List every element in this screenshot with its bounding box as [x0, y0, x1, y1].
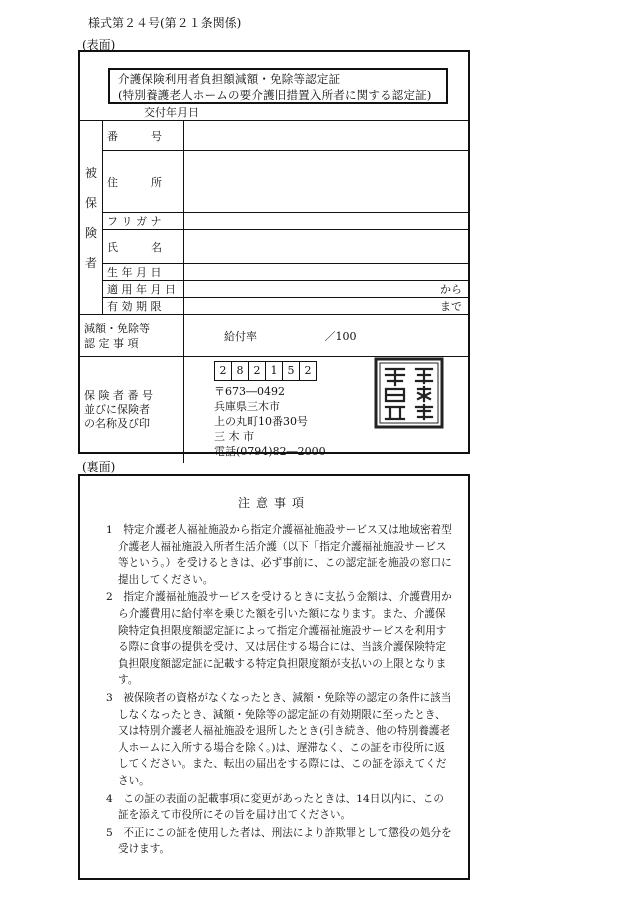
certificate-back — [78, 474, 470, 880]
notes-list — [106, 522, 452, 859]
insured-char-2: 保 — [84, 195, 97, 210]
note-item-1: 1 特定介護老人福祉施設から指定介護福祉施設サービス又は地域密着型介護老人福祉施設入所者生活介護（以下「指定介護福祉施設サービス等という。）を受けるときは、必ず事前に、この認定証を施設の窓口に提出してください。 — [106, 524, 452, 586]
back-side-label: (裏面) — [82, 460, 116, 474]
number-label-cell — [103, 121, 184, 151]
insurer-label-2: 並びに保険者 — [84, 403, 150, 416]
benefit-rate-label: 給付率 — [224, 329, 257, 343]
name-label: 氏 名 — [107, 240, 162, 254]
until-text: まで — [440, 300, 462, 313]
form-number: 様式第２４号(第２１条関係) — [88, 16, 242, 30]
reduction-label-1: 減額・免除等 — [84, 321, 150, 335]
insurer-digit-2: 8 — [231, 361, 249, 381]
benefit-rate-cell — [184, 315, 469, 357]
insurer-postal: 〒673―0492 — [214, 385, 285, 398]
name-value — [184, 230, 469, 264]
furigana-label: フ リ ガ ナ — [107, 215, 162, 228]
name-label-cell — [103, 230, 184, 264]
valid-period-label: 有 効 期 限 — [107, 300, 162, 313]
from-text: から — [440, 283, 462, 296]
valid-period-label-cell — [103, 298, 184, 315]
reduction-label-2: 認 定 事 項 — [84, 336, 139, 350]
insurer-label-3: の名称及び印 — [84, 417, 150, 430]
note-item-5: 5 不正にこの証を使用した者は、刑法により詐欺罪として懲役の処分を受けます。 — [106, 826, 452, 856]
insurer-digit-6: 2 — [299, 361, 317, 381]
insurer-name: 三 木 市 — [214, 430, 254, 443]
birthdate-value — [184, 264, 469, 281]
note-item-2: 2 指定介護福祉施設サービスを受けるときに支払う金額は、介護費用から介護費用に給付率を乗じた額を引いた額になります。また、介護保険特定負担限度額認定証によって指定介護福祉施設サービスを利用する際に食事の提供を受け、又は居住する場合には、当該介護保険特定負担限度額認定証に記載する特定負担限度額が支払いの上限となります。 — [106, 591, 452, 687]
address-label-cell — [103, 151, 184, 213]
front-side-label: (表面) — [82, 38, 116, 52]
address-value — [184, 151, 469, 213]
apply-date-value — [184, 281, 469, 298]
note-item-3: 3 被保険者の資格がなくなったとき、減額・免除等の認定の条件に該当しなくなったとき、減額・免除等の認定証の有効期限に至ったとき、又は特別介護老人福祉施設を退所したとき(引き続き、他の特別養護老人ホームに入所する場合を除く。)は、遅滞なく、この証を市役所に返してください。また、転出の届出をする際には、この証を添えてください。 — [106, 691, 452, 787]
note-item-4: 4 この証の表面の記載事項に変更があったときは、14日以内に、この証を添えて市役所にその旨を届け出てください。 — [106, 792, 444, 822]
insurer-digit-5: 5 — [282, 361, 300, 381]
number-value — [184, 121, 469, 151]
address-label: 住 所 — [107, 175, 162, 189]
insurer-address-2: 上の丸町10番30号 — [214, 415, 308, 428]
insurer-address-1: 兵庫県三木市 — [214, 400, 280, 413]
insured-char-1: 被 — [84, 165, 97, 180]
benefit-rate-suffix: ／100 — [324, 329, 357, 343]
insurer-digit-4: 1 — [265, 361, 283, 381]
title-main: 介護保険利用者負担額減額・免除等認定証 — [118, 72, 341, 86]
furigana-value — [184, 213, 469, 230]
insurer-label-cell — [80, 357, 184, 464]
certificate-title — [108, 68, 448, 104]
notes-title: 注意事項 — [237, 496, 310, 510]
official-seal-icon — [374, 357, 444, 429]
certificate-front — [78, 50, 470, 458]
furigana-label-cell — [103, 213, 184, 230]
insured-person-heading — [80, 121, 103, 315]
title-sub: (特別養護老人ホームの要介護旧措置入所者に関する認定証) — [118, 88, 432, 102]
insurer-digit-1: 2 — [214, 361, 232, 381]
insurer-phone: 電話(0794)82―2000 — [214, 445, 326, 458]
valid-period-value — [184, 298, 469, 315]
insurer-digit-3: 2 — [248, 361, 266, 381]
insured-char-3: 険 — [84, 225, 97, 240]
reduction-label-cell — [80, 315, 184, 357]
insured-char-4: 者 — [84, 255, 97, 270]
birthdate-label: 生 年 月 日 — [107, 266, 162, 279]
number-label: 番 号 — [107, 129, 162, 143]
apply-date-label: 適 用 年 月 日 — [107, 283, 176, 296]
birthdate-label-cell — [103, 264, 184, 281]
apply-date-label-cell — [103, 281, 184, 298]
issue-date-label: 交付年月日 — [144, 106, 199, 119]
insurer-label-1: 保 険 者 番 号 — [84, 389, 153, 402]
